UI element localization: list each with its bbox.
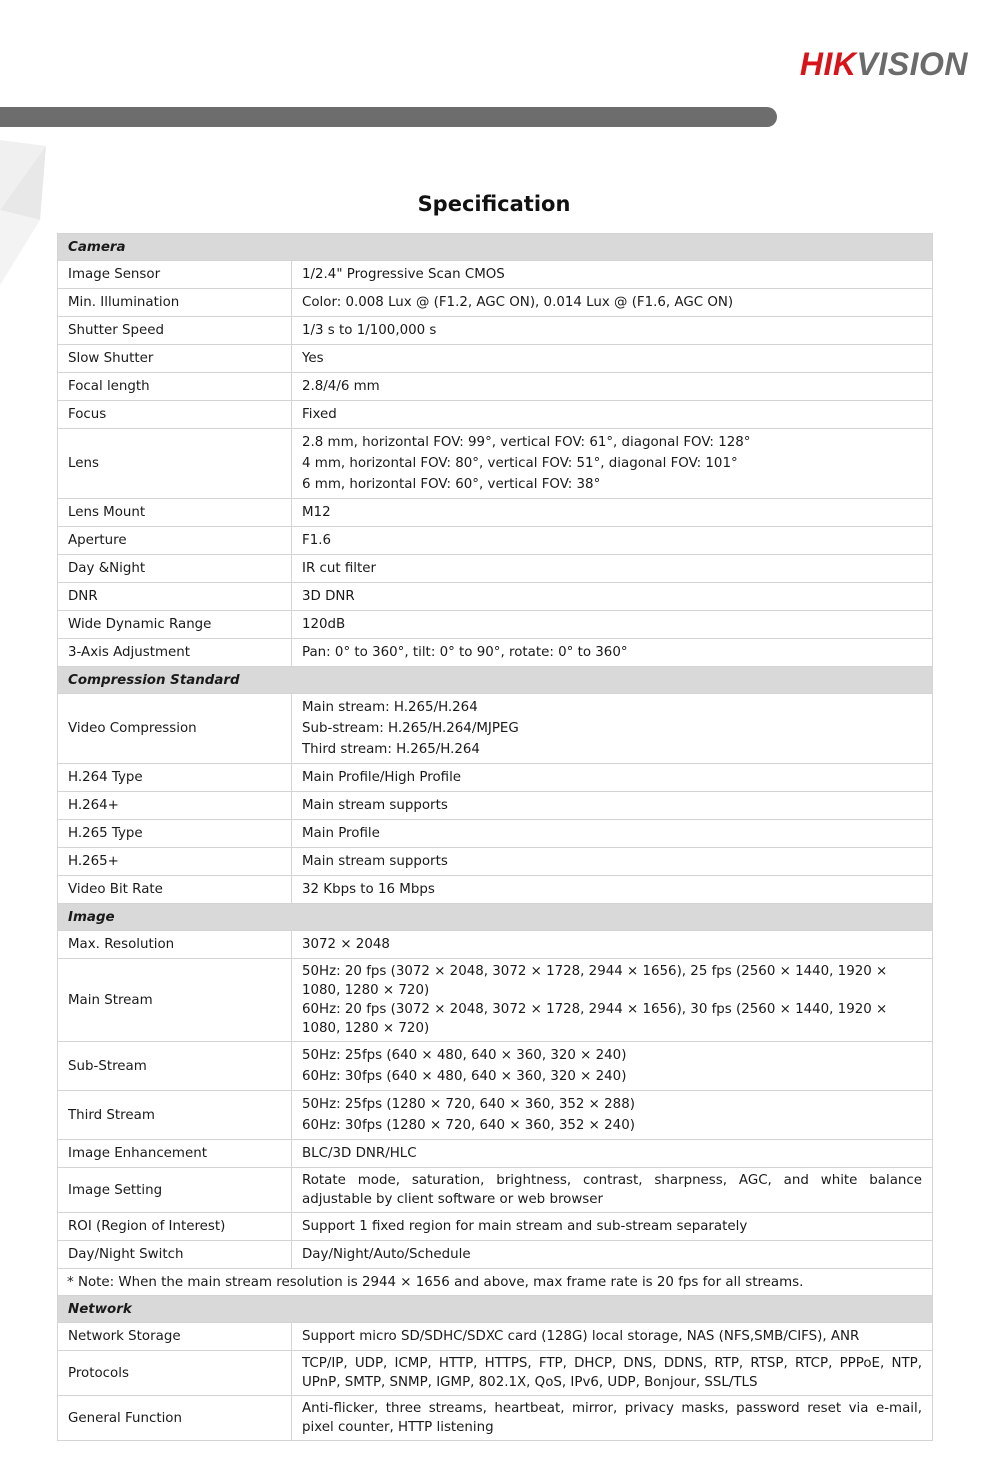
spec-label: ROI (Region of Interest): [58, 1213, 292, 1241]
spec-label: Slow Shutter: [58, 345, 292, 373]
spec-row: [58, 1396, 933, 1441]
spec-value: [292, 1323, 933, 1351]
spec-table: [57, 233, 933, 1441]
spec-label: Video Compression: [58, 694, 292, 764]
spec-value-line: Sub-stream: H.265/H.264/MJPEG: [302, 721, 519, 736]
spec-value: [292, 1168, 933, 1213]
spec-label: Min. Illumination: [58, 289, 292, 317]
spec-value: [292, 1213, 933, 1241]
section-title: Image: [58, 904, 933, 931]
spec-value-line: 50Hz: 25fps (640 × 480, 640 × 360, 320 × 240): [302, 1048, 627, 1063]
spec-label: Aperture: [58, 527, 292, 555]
spec-value-line: Fixed: [302, 407, 337, 422]
spec-value-line: 120dB: [302, 617, 346, 632]
spec-value-line: 2.8 mm, horizontal FOV: 99°, vertical FOV: 61°, diagonal FOV: 128°: [302, 435, 751, 450]
spec-row: [58, 1241, 933, 1269]
spec-value-line: 4 mm, horizontal FOV: 80°, vertical FOV: 51°, diagonal FOV: 101°: [302, 456, 738, 471]
spec-value-line: 50Hz: 20 fps (3072 × 2048, 3072 × 1728, 2944 × 1656), 25 fps (2560 × 1440, 1920 × 1080, 1280 × 720): [302, 964, 888, 998]
spec-value: [292, 959, 933, 1042]
spec-row: [58, 1351, 933, 1396]
spec-value: [292, 345, 933, 373]
spec-value-line: 50Hz: 25fps (1280 × 720, 640 × 360, 352 × 288): [302, 1097, 635, 1112]
spec-value-line: Main stream supports: [302, 798, 448, 813]
spec-value-line: Rotate mode, saturation, brightness, contrast, sharpness, AGC, and white balance adjustable by client software or web browser: [302, 1173, 923, 1207]
spec-value: [292, 401, 933, 429]
spec-row: [58, 289, 933, 317]
spec-label: Wide Dynamic Range: [58, 611, 292, 639]
spec-value-line: Color: 0.008 Lux @ (F1.2, AGC ON), 0.014 Lux @ (F1.6, AGC ON): [302, 295, 734, 310]
spec-label: Max. Resolution: [58, 931, 292, 959]
section-header: [58, 1296, 933, 1323]
spec-value: [292, 1042, 933, 1091]
spec-row: [58, 876, 933, 904]
spec-row: [58, 429, 933, 499]
section-header: [58, 904, 933, 931]
spec-label: Day &Night: [58, 555, 292, 583]
spec-value-line: Day/Night/Auto/Schedule: [302, 1247, 471, 1262]
note-text: * Note: When the main stream resolution is 2944 × 1656 and above, max frame rate is 20 fps for all streams.: [58, 1269, 933, 1296]
logo-vision: VISION: [856, 46, 968, 82]
logo-hik: HIK: [799, 46, 857, 82]
spec-value-line: 1/2.4" Progressive Scan CMOS: [302, 267, 505, 282]
spec-value-line: Support 1 fixed region for main stream and sub-stream separately: [302, 1219, 748, 1234]
spec-value: [292, 499, 933, 527]
spec-row: [58, 527, 933, 555]
spec-value-line: Main stream supports: [302, 854, 448, 869]
spec-label: Third Stream: [58, 1091, 292, 1140]
spec-value-line: Support micro SD/SDHC/SDXC card (128G) local storage, NAS (NFS,SMB/CIFS), ANR: [302, 1329, 860, 1344]
spec-label: Image Enhancement: [58, 1140, 292, 1168]
spec-row: [58, 345, 933, 373]
spec-row: [58, 1213, 933, 1241]
spec-value: [292, 373, 933, 401]
spec-row: [58, 611, 933, 639]
spec-value-line: Anti-flicker, three streams, heartbeat, mirror, privacy masks, password reset via e-mail, pixel counter, HTTP listening: [302, 1401, 923, 1435]
spec-row: [58, 1323, 933, 1351]
spec-label: Main Stream: [58, 959, 292, 1042]
spec-row: [58, 792, 933, 820]
page-title: Specification: [417, 192, 571, 216]
spec-value-line: 60Hz: 30fps (1280 × 720, 640 × 360, 352 × 240): [302, 1118, 635, 1133]
spec-value: [292, 1091, 933, 1140]
spec-row: [58, 317, 933, 345]
spec-label: Sub-Stream: [58, 1042, 292, 1091]
spec-value: [292, 1396, 933, 1441]
spec-value-line: 60Hz: 20 fps (3072 × 2048, 3072 × 1728, 2944 × 1656), 30 fps (2560 × 1440, 1920 × 1080, 1280 × 720): [302, 1002, 888, 1036]
header-bar: [0, 107, 777, 127]
section-title: Camera: [58, 234, 933, 261]
spec-label: Focus: [58, 401, 292, 429]
spec-value: [292, 1351, 933, 1396]
spec-row: [58, 261, 933, 289]
spec-value: [292, 764, 933, 792]
spec-label: Image Setting: [58, 1168, 292, 1213]
spec-value: [292, 1140, 933, 1168]
spec-row: [58, 499, 933, 527]
spec-value-line: 3D DNR: [302, 589, 355, 604]
spec-value: [292, 583, 933, 611]
spec-value-line: Yes: [302, 351, 324, 366]
spec-label: Shutter Speed: [58, 317, 292, 345]
spec-value: [292, 848, 933, 876]
spec-row: [58, 1140, 933, 1168]
section-title: Compression Standard: [58, 667, 933, 694]
spec-label: H.264 Type: [58, 764, 292, 792]
spec-row: [58, 820, 933, 848]
spec-value: [292, 820, 933, 848]
spec-value: [292, 289, 933, 317]
spec-row: [58, 694, 933, 764]
spec-label: Focal length: [58, 373, 292, 401]
spec-value-line: IR cut filter: [302, 561, 377, 576]
spec-value: [292, 317, 933, 345]
spec-label: Protocols: [58, 1351, 292, 1396]
spec-value: [292, 611, 933, 639]
spec-value-line: 3072 × 2048: [302, 937, 390, 952]
section-header: [58, 667, 933, 694]
spec-value-line: TCP/IP, UDP, ICMP, HTTP, HTTPS, FTP, DHCP, DNS, DDNS, RTP, RTSP, RTCP, PPPoE, NTP, UPnP, SMTP, SNMP, IGMP, 802.1X, QoS, IPv6, UDP, Bonjour, SSL/TLS: [302, 1356, 923, 1390]
spec-label: Day/Night Switch: [58, 1241, 292, 1269]
spec-label: H.265+: [58, 848, 292, 876]
note-row: [58, 1269, 933, 1296]
spec-value-line: 32 Kbps to 16 Mbps: [302, 882, 435, 897]
spec-value: [292, 555, 933, 583]
spec-label: Lens: [58, 429, 292, 499]
spec-label: Image Sensor: [58, 261, 292, 289]
spec-label: H.265 Type: [58, 820, 292, 848]
spec-value-line: 1/3 s to 1/100,000 s: [302, 323, 437, 338]
spec-row: [58, 959, 933, 1042]
spec-row: [58, 848, 933, 876]
spec-value-line: Main Profile/High Profile: [302, 770, 462, 785]
spec-label: General Function: [58, 1396, 292, 1441]
spec-value-line: 6 mm, horizontal FOV: 60°, vertical FOV: 38°: [302, 477, 601, 492]
spec-value-line: Main stream: H.265/H.264: [302, 700, 478, 715]
spec-value-line: Main Profile: [302, 826, 380, 841]
spec-value: [292, 792, 933, 820]
spec-row: [58, 401, 933, 429]
spec-row: [58, 1042, 933, 1091]
spec-row: [58, 555, 933, 583]
hikvision-logo: [800, 48, 968, 80]
spec-value-line: 2.8/4/6 mm: [302, 379, 380, 394]
spec-value: [292, 876, 933, 904]
section-header: [58, 234, 933, 261]
spec-label: Network Storage: [58, 1323, 292, 1351]
spec-value: [292, 1241, 933, 1269]
spec-value: [292, 527, 933, 555]
spec-label: Lens Mount: [58, 499, 292, 527]
spec-row: [58, 373, 933, 401]
spec-value-line: 60Hz: 30fps (640 × 480, 640 × 360, 320 × 240): [302, 1069, 627, 1084]
spec-row: [58, 639, 933, 667]
spec-label: Video Bit Rate: [58, 876, 292, 904]
spec-value: [292, 261, 933, 289]
spec-row: [58, 1091, 933, 1140]
spec-value-line: Third stream: H.265/H.264: [302, 742, 480, 757]
spec-label: H.264+: [58, 792, 292, 820]
spec-value: [292, 694, 933, 764]
spec-value-line: Pan: 0° to 360°, tilt: 0° to 90°, rotate: 0° to 360°: [302, 645, 628, 660]
spec-label: 3-Axis Adjustment: [58, 639, 292, 667]
spec-value-line: M12: [302, 505, 331, 520]
spec-value-line: BLC/3D DNR/HLC: [302, 1146, 417, 1161]
spec-value-line: F1.6: [302, 533, 331, 548]
spec-row: [58, 1168, 933, 1213]
spec-row: [58, 764, 933, 792]
spec-row: [58, 931, 933, 959]
spec-value: [292, 639, 933, 667]
section-title: Network: [58, 1296, 933, 1323]
spec-row: [58, 583, 933, 611]
spec-value: [292, 429, 933, 499]
spec-label: DNR: [58, 583, 292, 611]
spec-value: [292, 931, 933, 959]
